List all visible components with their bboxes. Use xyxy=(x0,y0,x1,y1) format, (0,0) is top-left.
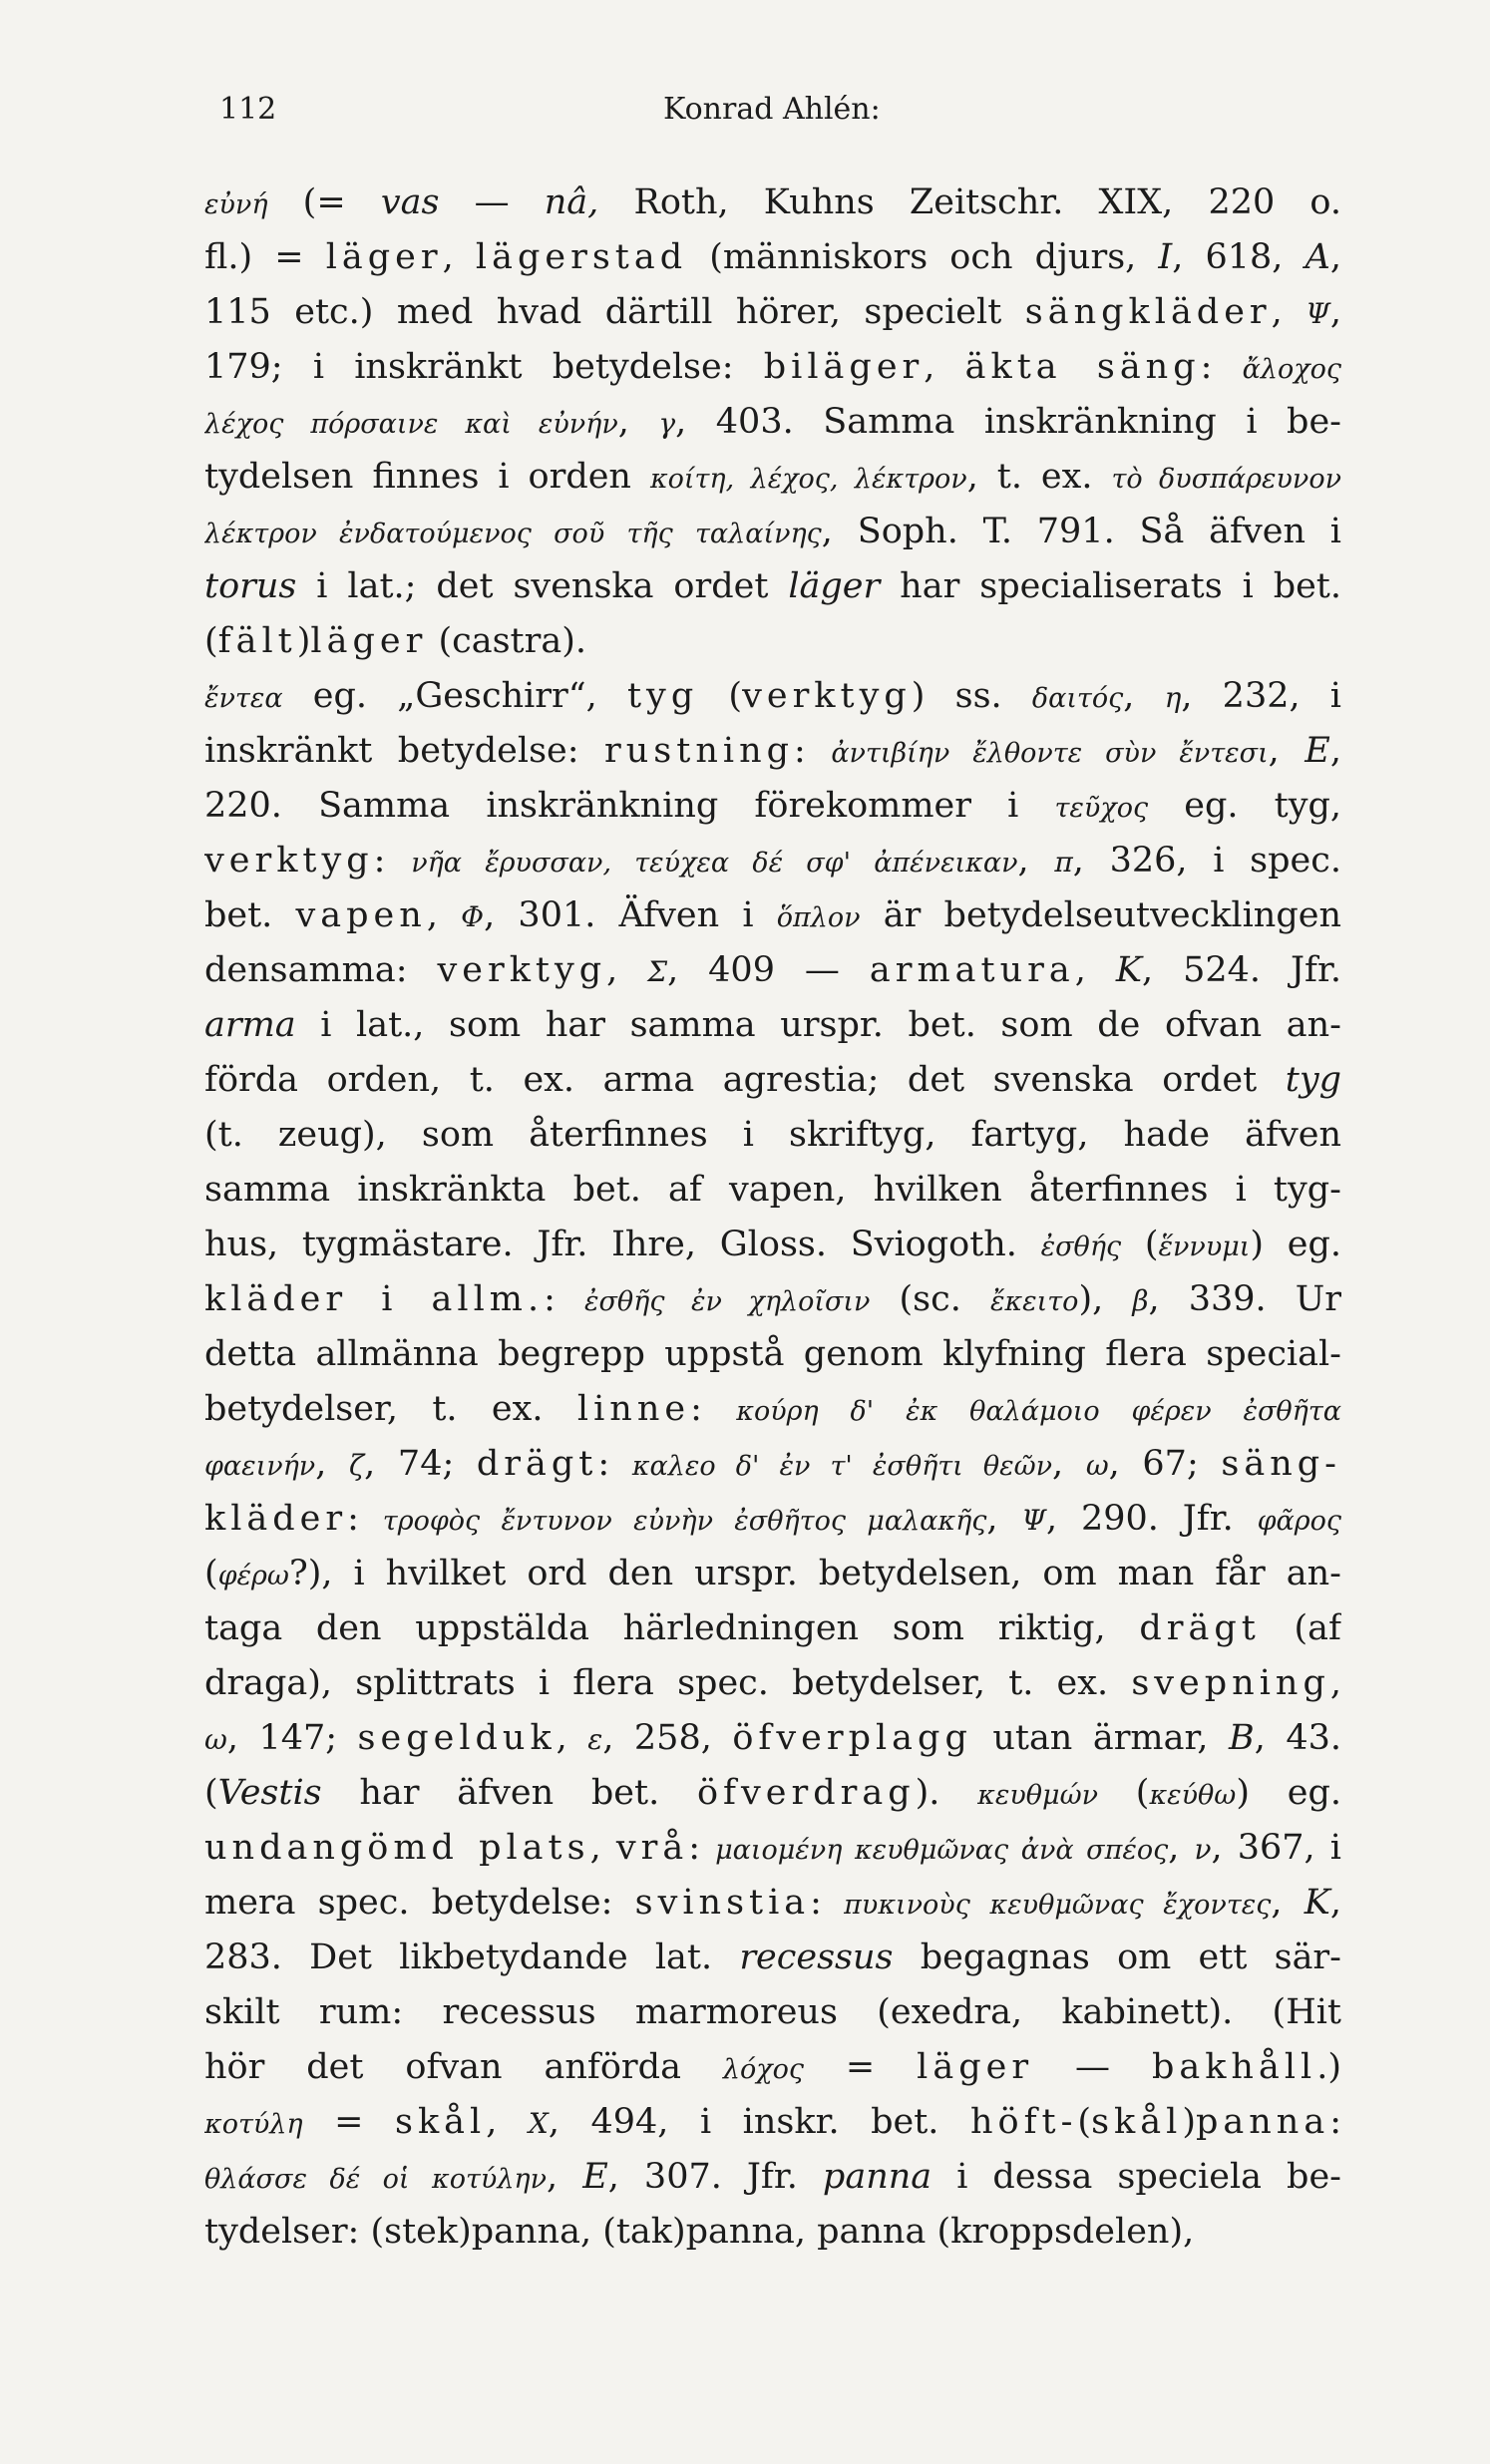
emphasized-term: svinstia xyxy=(634,1883,811,1923)
emphasized-term: lägerstad xyxy=(475,237,688,277)
text-segment: Ψ xyxy=(1305,297,1330,330)
text-segment: , xyxy=(442,237,476,277)
greek-citation: ὅπλον xyxy=(776,902,861,933)
text-segment: inskränkt betydelse: xyxy=(204,731,605,771)
text-line xyxy=(204,1547,1341,1601)
text-segment: γ xyxy=(658,407,676,440)
text-segment: ( xyxy=(1098,1773,1150,1813)
text-segment: , xyxy=(606,950,648,990)
text-segment: , 258, xyxy=(602,1718,733,1758)
greek-citation: ἕννυμι xyxy=(1158,1232,1251,1262)
text-line xyxy=(204,943,1341,998)
text-segment: ( xyxy=(698,676,743,716)
greek-citation: καλεο δ' ἐν τ' ἐσθῆτι θεῶν xyxy=(631,1451,1053,1482)
text-segment: — xyxy=(439,182,545,222)
text-segment: , 494, i inskr. bet. xyxy=(548,2102,970,2142)
text-line xyxy=(204,176,1341,230)
text-segment: tydelser: (stek)panna, (tak)panna, panna (kroppsdelen), xyxy=(204,2212,1195,2252)
text-segment: förda orden, t. ex. arma agrestia; det svenska ordet xyxy=(204,1060,1286,1100)
text-segment: , xyxy=(617,402,659,442)
text-segment: , xyxy=(1329,237,1341,277)
text-segment: betydelser, t. ex. xyxy=(204,1389,577,1429)
text-line xyxy=(204,505,1341,559)
text-segment: K xyxy=(1115,950,1142,990)
text-line xyxy=(204,1601,1341,1656)
emphasized-term: skål xyxy=(395,2102,487,2142)
text-segment: , 409 — xyxy=(667,950,870,990)
text-segment: , xyxy=(924,347,965,387)
text-segment: , Soph. T. 791. Så äfven i xyxy=(821,512,1341,551)
text-segment: ) xyxy=(296,621,311,661)
text-segment: Vestis xyxy=(217,1773,322,1813)
text-segment: ( xyxy=(204,1773,218,1813)
greek-citation: κοίτη, λέχος, λέκτρον xyxy=(649,464,967,495)
text-segment: , 147; xyxy=(226,1718,358,1758)
text-segment: utan ärmar, xyxy=(971,1718,1229,1758)
greek-citation: ἐσθής xyxy=(1040,1232,1122,1262)
emphasized-term: skål xyxy=(1091,2102,1183,2142)
text-segment: , xyxy=(1074,950,1116,990)
text-segment: i dessa speciela be- xyxy=(931,2157,1341,2197)
text-segment: är betydelseutvecklingen xyxy=(860,895,1341,935)
emphasized-term: tyg xyxy=(626,676,699,716)
greek-citation: τεῦχος xyxy=(1054,793,1149,824)
emphasized-term: säng- xyxy=(1221,1444,1341,1484)
text-segment: , xyxy=(1168,1828,1195,1868)
text-segment: = xyxy=(803,2047,918,2087)
page xyxy=(204,92,1341,2260)
text-segment: : xyxy=(597,1444,632,1484)
text-line xyxy=(204,2150,1341,2205)
text-segment: (människors och djurs, xyxy=(687,237,1159,277)
text-segment: , xyxy=(315,1444,349,1484)
text-segment: , xyxy=(1329,1663,1341,1703)
text-segment: .) xyxy=(1316,2047,1341,2087)
text-segment: begagnas om ett sär- xyxy=(893,1937,1341,1977)
text-segment: 220. Samma inskränkning förekommer i xyxy=(204,786,1055,826)
text-segment: , xyxy=(986,1499,1022,1539)
text-segment: nâ, xyxy=(544,182,599,222)
emphasized-term: bakhåll xyxy=(1151,2047,1317,2087)
greek-citation: κεύθω xyxy=(1149,1780,1237,1811)
emphasized-term: läger xyxy=(325,237,443,277)
text-segment: — xyxy=(1033,2047,1152,2087)
emphasized-term: sängkläder xyxy=(1024,292,1272,332)
text-segment: , xyxy=(547,2157,583,2197)
text-segment: : xyxy=(810,1883,845,1923)
greek-citation: ἐσθῆς ἐν χηλοῖσιν xyxy=(584,1286,871,1317)
greek-citation: φαεινήν xyxy=(204,1451,316,1482)
text-segment: : xyxy=(373,841,412,880)
text-segment: X xyxy=(528,2107,549,2140)
text-segment: K xyxy=(1304,1883,1330,1923)
greek-citation: πυκινοὺς κευθμῶνας ἔχοντες xyxy=(844,1890,1272,1921)
text-segment: tyg xyxy=(1285,1060,1341,1100)
text-segment: skilt rum: recessus marmoreus (exedra, kabinett). (Hit xyxy=(204,1992,1341,2032)
emphasized-term: kläder i allm. xyxy=(204,1279,545,1319)
text-segment: , 524. Jfr. xyxy=(1142,950,1341,990)
text-segment: ( xyxy=(204,1554,218,1593)
text-segment: torus xyxy=(204,566,297,606)
text-line xyxy=(204,1053,1341,1108)
text-line xyxy=(204,559,1341,614)
text-segment: , 290. Jfr. xyxy=(1045,1499,1258,1539)
text-segment: : xyxy=(1200,347,1243,387)
text-segment: ) xyxy=(1182,2102,1196,2142)
text-segment: ω xyxy=(204,1723,227,1756)
text-segment: , xyxy=(589,1828,616,1868)
greek-citation: νῆα ἔρυσσαν, τεύχεα δέ σφ' ἀπένεικαν xyxy=(411,848,1018,879)
text-segment: , xyxy=(1329,1883,1341,1923)
text-line xyxy=(204,1766,1341,1821)
text-segment: panna xyxy=(822,2157,932,2197)
text-line xyxy=(204,1163,1341,1218)
text-segment: ). xyxy=(915,1773,978,1813)
text-segment: bet. xyxy=(204,895,296,935)
text-segment: , xyxy=(1329,292,1341,332)
emphasized-term: undangömd plats xyxy=(204,1828,590,1868)
text-segment: 283. Det likbetydande lat. xyxy=(204,1937,740,1977)
greek-citation: λέκτρον ἐνδατούμενος σοῦ τῆς ταλαίνης xyxy=(204,519,822,549)
text-segment: , 339. Ur xyxy=(1148,1279,1341,1319)
text-segment: ), xyxy=(1078,1279,1133,1319)
greek-citation: κοτύλη xyxy=(204,2109,303,2140)
emphasized-term: rustning xyxy=(604,731,795,771)
page-header xyxy=(204,92,1341,136)
text-segment: , xyxy=(1329,731,1341,771)
text-segment: Φ xyxy=(461,900,485,933)
text-line xyxy=(204,340,1341,395)
text-segment: tydelsen finnes i orden xyxy=(204,457,650,497)
text-segment: , xyxy=(426,895,462,935)
text-segment: 115 etc.) med hvad därtill hörer, specielt xyxy=(204,292,1025,332)
text-line xyxy=(204,1656,1341,1711)
text-line xyxy=(204,285,1341,340)
text-segment: , 232, i xyxy=(1181,676,1341,716)
text-segment: = xyxy=(302,2102,395,2142)
emphasized-term: öfverplagg xyxy=(732,1718,972,1758)
text-segment: hör det ofvan anförda xyxy=(204,2047,723,2087)
text-segment: i lat., som har samma urspr. bet. som de ofvan an- xyxy=(295,1005,1341,1045)
text-segment: , 307. Jfr. xyxy=(607,2157,823,2197)
text-line xyxy=(204,1876,1341,1931)
greek-citation: θλάσσε δέ οἱ κοτύλην xyxy=(204,2164,548,2195)
text-segment: : xyxy=(688,1828,716,1868)
text-line xyxy=(204,998,1341,1053)
text-line xyxy=(204,1931,1341,1985)
text-line xyxy=(204,724,1341,779)
text-segment: draga), splittrats i flera spec. betydelser, t. ex. xyxy=(204,1663,1132,1703)
text-line xyxy=(204,395,1341,450)
text-line xyxy=(204,1382,1341,1437)
text-segment: (sc. xyxy=(870,1279,990,1319)
text-segment: hus, tygmästare. Jfr. Ihre, Gloss. Sviogoth. xyxy=(204,1225,1041,1264)
text-segment: ?), i hvilket ord den urspr. betydelsen, om man får an- xyxy=(288,1554,1341,1593)
text-segment: , 301. Äfven i xyxy=(484,895,777,935)
greek-citation: τροφὸς ἔντυνον εὐνὴν ἐσθῆτος μαλακῆς xyxy=(382,1506,987,1537)
greek-citation: μαιομένη κευθμῶνας ἀνὰ σπέος xyxy=(715,1835,1169,1866)
emphasized-term: segelduk xyxy=(357,1718,557,1758)
text-segment: , xyxy=(1123,676,1165,716)
greek-citation: κούρη δ' ἐκ θαλάμοιο φέρεν ἐσθῆτα xyxy=(736,1396,1341,1427)
greek-citation: φᾶρος xyxy=(1257,1506,1341,1537)
text-segment: recessus xyxy=(739,1937,894,1977)
text-segment: fl.) = xyxy=(204,237,326,277)
emphasized-term: höft- xyxy=(969,2102,1078,2142)
greek-citation: ἀντιβίην ἔλθοντε σὺν ἔντεσι xyxy=(831,738,1269,769)
text-segment: , xyxy=(1052,1444,1086,1484)
text-segment: läger xyxy=(788,566,881,606)
greek-citation: κευθμών xyxy=(977,1780,1099,1811)
text-segment: (t. zeug), som återfinnes i skriftyg, fartyg, hade äfven xyxy=(204,1115,1341,1155)
emphasized-term: verktyg xyxy=(742,676,912,716)
text-segment: detta allmänna begrepp uppstå genom klyfning flera special- xyxy=(204,1334,1341,1374)
text-line xyxy=(204,1821,1341,1876)
text-segment: , xyxy=(486,2102,529,2142)
emphasized-term: fält xyxy=(217,621,297,661)
text-segment: Ψ xyxy=(1021,1504,1046,1537)
text-line xyxy=(204,2095,1341,2150)
emphasized-term: verktyg xyxy=(204,841,374,880)
text-line xyxy=(204,1108,1341,1163)
emphasized-term: biläger xyxy=(763,347,925,387)
emphasized-term: drägt xyxy=(476,1444,598,1484)
greek-citation: ἄλοχος xyxy=(1242,354,1341,385)
text-segment: ) eg. xyxy=(1236,1773,1341,1813)
text-line xyxy=(204,779,1341,834)
emphasized-term: läger xyxy=(917,2047,1034,2087)
text-segment: , xyxy=(556,1718,588,1758)
text-segment: , xyxy=(1268,731,1305,771)
text-segment: β xyxy=(1132,1284,1149,1317)
text-segment: har specialiserats i bet. xyxy=(880,566,1341,606)
emphasized-term: öfverdrag xyxy=(696,1773,916,1813)
text-segment: (castra). xyxy=(427,621,586,661)
text-segment: eg. „Geschirr“, xyxy=(282,676,627,716)
text-segment: E xyxy=(1304,731,1330,771)
text-segment: i lat.; det svenska ordet xyxy=(296,566,789,606)
text-segment: I xyxy=(1158,237,1173,277)
text-line xyxy=(204,888,1341,943)
text-segment: samma inskränkta bet. af vapen, hvilken återfinnes i tyg- xyxy=(204,1170,1341,1210)
text-line xyxy=(204,230,1341,285)
text-segment: ε xyxy=(587,1723,603,1756)
text-line xyxy=(204,2205,1341,2260)
text-segment: (= xyxy=(267,182,381,222)
text-segment: ) eg. xyxy=(1250,1225,1341,1264)
text-segment: B xyxy=(1228,1718,1255,1758)
text-segment: , xyxy=(1271,292,1306,332)
text-line xyxy=(204,450,1341,505)
text-segment: , 367, i xyxy=(1211,1828,1341,1868)
text-segment: Σ xyxy=(647,955,668,988)
emphasized-term: kläder xyxy=(204,1499,348,1539)
greek-citation: δαιτός xyxy=(1031,683,1124,714)
text-line xyxy=(204,1492,1341,1547)
text-segment: , t. ex. xyxy=(966,457,1112,497)
text-segment: ζ xyxy=(348,1449,365,1482)
emphasized-term: svepning xyxy=(1131,1663,1330,1703)
text-line xyxy=(204,669,1341,724)
emphasized-term: linne xyxy=(576,1389,691,1429)
greek-citation: λόχος xyxy=(722,2054,804,2085)
emphasized-term: drägt xyxy=(1139,1608,1261,1648)
text-segment: ω xyxy=(1085,1449,1109,1482)
greek-citation: ἔντεα xyxy=(204,683,283,714)
emphasized-term: läger xyxy=(310,621,428,661)
text-segment: , 67; xyxy=(1108,1444,1222,1484)
text-segment: mera spec. betydelse: xyxy=(204,1883,635,1923)
text-line xyxy=(204,1218,1341,1272)
body-text xyxy=(204,176,1341,2260)
emphasized-term: äkta säng xyxy=(964,347,1201,387)
text-line xyxy=(204,1272,1341,1327)
text-segment: : xyxy=(544,1279,584,1319)
text-segment: E xyxy=(582,2157,608,2197)
emphasized-term: vrå xyxy=(615,1828,689,1868)
text-segment: , 403. Samma inskränkning i be- xyxy=(675,402,1341,442)
text-line xyxy=(204,1985,1341,2040)
text-segment: ( xyxy=(1121,1225,1159,1264)
text-segment: : xyxy=(690,1389,737,1429)
running-title: Konrad Ahlén: xyxy=(663,92,881,127)
text-segment: (af xyxy=(1260,1608,1341,1648)
text-segment: arma xyxy=(204,1005,296,1045)
emphasized-term: verktyg xyxy=(437,950,607,990)
text-segment: , 618, xyxy=(1172,237,1305,277)
page-number: 112 xyxy=(219,92,277,127)
text-line xyxy=(204,1437,1341,1492)
text-segment: π xyxy=(1054,846,1073,879)
text-segment: taga den uppstälda härledningen som riktig, xyxy=(204,1608,1140,1648)
text-segment: har äfven bet. xyxy=(321,1773,697,1813)
emphasized-term: armatura xyxy=(869,950,1075,990)
text-segment: vas xyxy=(380,182,440,222)
text-line xyxy=(204,1327,1341,1382)
text-segment: 179; i inskränkt betydelse: xyxy=(204,347,764,387)
text-line xyxy=(204,1711,1341,1766)
text-line xyxy=(204,614,1341,669)
text-segment: η xyxy=(1164,681,1182,714)
greek-citation: φέρω xyxy=(217,1561,289,1591)
text-segment: : xyxy=(794,731,832,771)
text-line xyxy=(204,834,1341,888)
greek-citation: ἔκειτο xyxy=(989,1286,1079,1317)
greek-citation: εὐνή xyxy=(204,189,268,220)
text-segment: ( xyxy=(204,621,218,661)
text-segment: , 43. xyxy=(1254,1718,1341,1758)
text-segment: densamma: xyxy=(204,950,438,990)
emphasized-term: panna xyxy=(1195,2102,1330,2142)
greek-citation: τὸ δυσπάρευνον xyxy=(1111,464,1341,495)
text-segment: ( xyxy=(1077,2102,1092,2142)
text-line xyxy=(204,2040,1341,2095)
greek-citation: λέχος πόρσαινε καὶ εὐνήν xyxy=(204,409,618,440)
text-segment: A xyxy=(1304,237,1330,277)
text-segment: , 326, i spec. xyxy=(1072,841,1341,880)
text-segment: eg. tyg, xyxy=(1148,786,1341,826)
text-segment: , xyxy=(1017,841,1055,880)
text-segment: ν xyxy=(1194,1833,1212,1866)
text-segment: ) ss. xyxy=(911,676,1032,716)
emphasized-term: vapen xyxy=(295,895,427,935)
text-segment: , xyxy=(1271,1883,1304,1923)
text-segment: : xyxy=(1329,2102,1341,2142)
text-segment: , 74; xyxy=(364,1444,477,1484)
text-segment: : xyxy=(347,1499,383,1539)
text-segment: Roth, Kuhns Zeitschr. XIX, 220 o. xyxy=(598,182,1341,222)
